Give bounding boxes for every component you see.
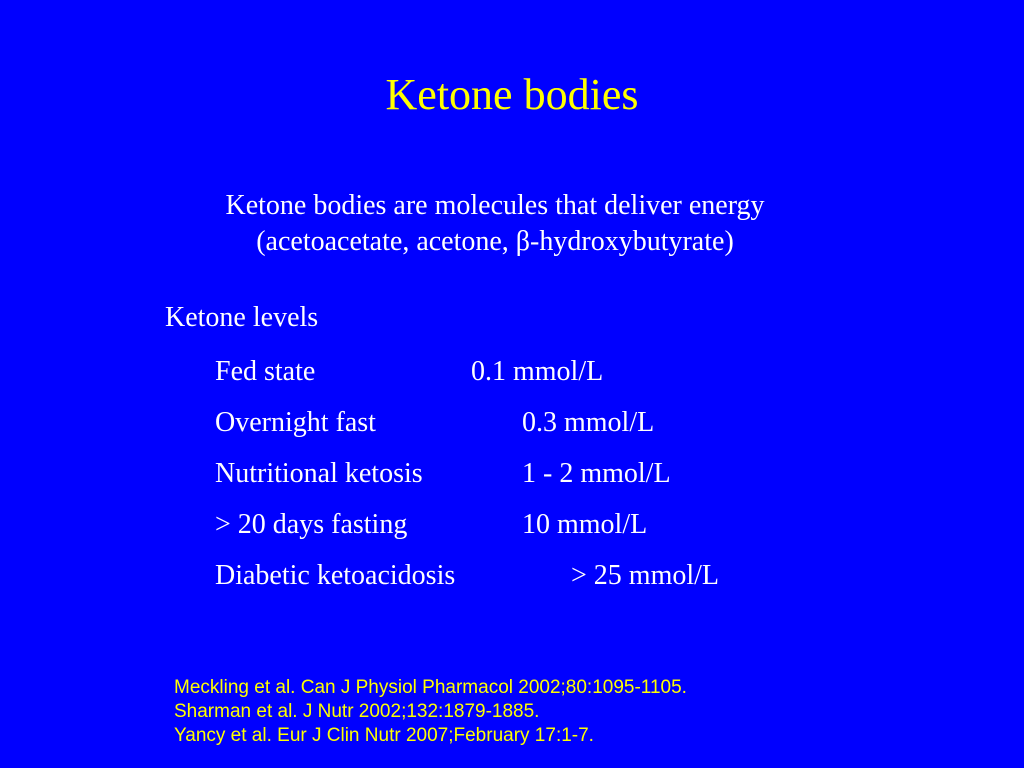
level-row-nutritional-ketosis: [215, 456, 735, 492]
level-value: 10 mmol/L: [522, 509, 648, 540]
level-value: 0.3 mmol/L: [522, 407, 655, 438]
level-row-20-days-fasting: [215, 507, 735, 543]
level-row-overnight-fast: [215, 405, 735, 441]
level-label: > 20 days fasting: [215, 509, 408, 540]
reference-3: Yancy et al. Eur J Clin Nutr 2007;February 17:1-7.: [174, 725, 594, 746]
reference-1: Meckling et al. Can J Physiol Pharmacol 2002;80:1095-1105.: [174, 677, 687, 698]
level-value: > 25 mmol/L: [571, 560, 720, 591]
level-row-fed-state: [215, 354, 735, 390]
reference-2: Sharman et al. J Nutr 2002;132:1879-1885.: [174, 701, 540, 722]
level-value: 0.1 mmol/L: [471, 356, 604, 387]
level-label: Nutritional ketosis: [215, 458, 423, 489]
level-value: 1 - 2 mmol/L: [522, 458, 671, 489]
level-label: Diabetic ketoacidosis: [215, 560, 456, 591]
level-row-diabetic-ketoacidosis: [215, 558, 775, 594]
references: [174, 676, 687, 748]
level-label: Fed state: [215, 356, 316, 387]
ketone-levels-heading: Ketone levels: [165, 302, 319, 333]
level-label: Overnight fast: [215, 407, 376, 438]
intro-line-1: Ketone bodies are molecules that deliver energy: [225, 190, 765, 221]
intro-text: [150, 188, 840, 260]
slide-title: Ketone bodies: [385, 70, 639, 119]
intro-line-2: (acetoacetate, acetone, β-hydroxybutyrate): [256, 226, 734, 257]
